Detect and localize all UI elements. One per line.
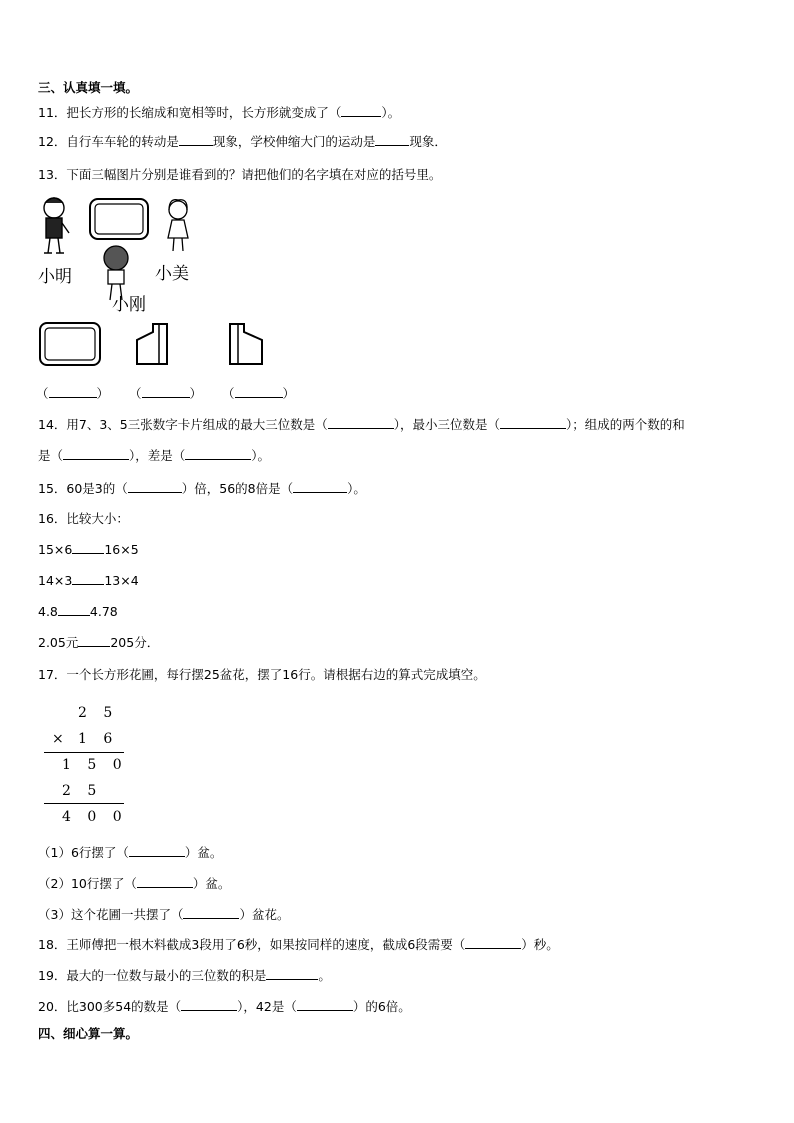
front-view-icon: [38, 320, 104, 368]
compare-item: 15×6 16×5: [38, 542, 139, 557]
compare-item: 2.05元 205分．: [38, 635, 160, 650]
side-view-left-icon: [133, 320, 175, 368]
question-14-line2: 是（ ），差是（ ）。: [38, 448, 271, 463]
calc-row-2: 1 6: [78, 731, 119, 747]
calc-row-4: 2 5: [62, 783, 103, 799]
answer-blank[interactable]: [181, 999, 237, 1011]
answer-blank[interactable]: [58, 604, 90, 616]
answer-blank[interactable]: [266, 968, 318, 980]
calc-row-1: 2 5: [78, 705, 119, 721]
question-17: 17．一个长方形花圃，每行摆25盆花，摆了16行。请根据右边的算式完成填空。: [38, 667, 486, 682]
answer-paren-3[interactable]: （ ）: [222, 386, 296, 401]
answer-blank[interactable]: [375, 134, 409, 146]
calc-line: [44, 752, 124, 753]
calc-line: [44, 803, 124, 804]
question-11: 11．把长方形的长缩成和宽相等时，长方形就变成了（ ）。: [38, 105, 401, 120]
question-17-sub-3: （3）这个花圃一共摆了（ ）盆花。: [38, 907, 290, 922]
answer-blank[interactable]: [72, 573, 104, 585]
calc-times: ×: [52, 731, 70, 747]
answer-paren-2[interactable]: （ ）: [129, 386, 203, 401]
name-xiaomei: 小美: [155, 264, 189, 284]
question-17-sub-1: （1）6行摆了（ ）盆。: [38, 845, 223, 860]
answer-blank[interactable]: [183, 907, 239, 919]
answer-blank[interactable]: [185, 448, 251, 460]
answer-blank[interactable]: [297, 999, 353, 1011]
question-13: 13．下面三幅图片分别是谁看到的？请把他们的名字填在对应的括号里。: [38, 167, 442, 182]
girl-xiaomei-icon: [160, 196, 196, 256]
calc-row-5: 4 0 0: [62, 809, 128, 825]
answer-blank[interactable]: [72, 542, 104, 554]
answer-blank[interactable]: [293, 481, 347, 493]
compare-item: 4.8 4.78: [38, 604, 118, 619]
side-view-right-icon: [226, 320, 268, 368]
answer-blank[interactable]: [137, 876, 193, 888]
answer-blank[interactable]: [179, 134, 213, 146]
answer-blank[interactable]: [341, 105, 381, 117]
section-4-title: 四、细心算一算。: [38, 1026, 139, 1041]
answer-blank[interactable]: [63, 448, 129, 460]
question-15: 15．60是3的（ ）倍，56的8倍是（ ）。: [38, 481, 366, 496]
screen-object-icon: [88, 196, 152, 244]
question-18: 18．王师傅把一根木料截成3段用了6秒，如果按同样的速度，截成6段需要（ ）秒。: [38, 937, 559, 952]
name-xiaogang: 小刚: [112, 295, 146, 315]
answer-blank[interactable]: [128, 481, 182, 493]
question-12: 12．自行车车轮的转动是 现象，学校伸缩大门的运动是 现象．: [38, 134, 447, 149]
answer-paren-1[interactable]: （ ）: [36, 386, 110, 401]
question-20: 20．比300多54的数是（ ），42是（ ）的6倍。: [38, 999, 411, 1014]
answer-blank[interactable]: [78, 635, 110, 647]
name-xiaoming: 小明: [38, 267, 72, 287]
compare-item: 14×3 13×4: [38, 573, 139, 588]
section-3-title: 三、认真填一填。: [38, 80, 139, 95]
answer-blank[interactable]: [129, 845, 185, 857]
question-14-line1: 14．用7、3、5三张数字卡片组成的最大三位数是（ ），最小三位数是（ ）；组成的两个数的和: [38, 417, 685, 432]
answer-blank[interactable]: [500, 417, 566, 429]
question-19: 19．最大的一位数与最小的三位数的积是 。: [38, 968, 331, 983]
question-16-title: 16．比较大小：: [38, 511, 129, 526]
calc-row-3: 1 5 0: [62, 757, 128, 773]
answer-blank[interactable]: [465, 937, 521, 949]
answer-blank[interactable]: [328, 417, 394, 429]
question-17-sub-2: （2）10行摆了（ ）盆。: [38, 876, 231, 891]
